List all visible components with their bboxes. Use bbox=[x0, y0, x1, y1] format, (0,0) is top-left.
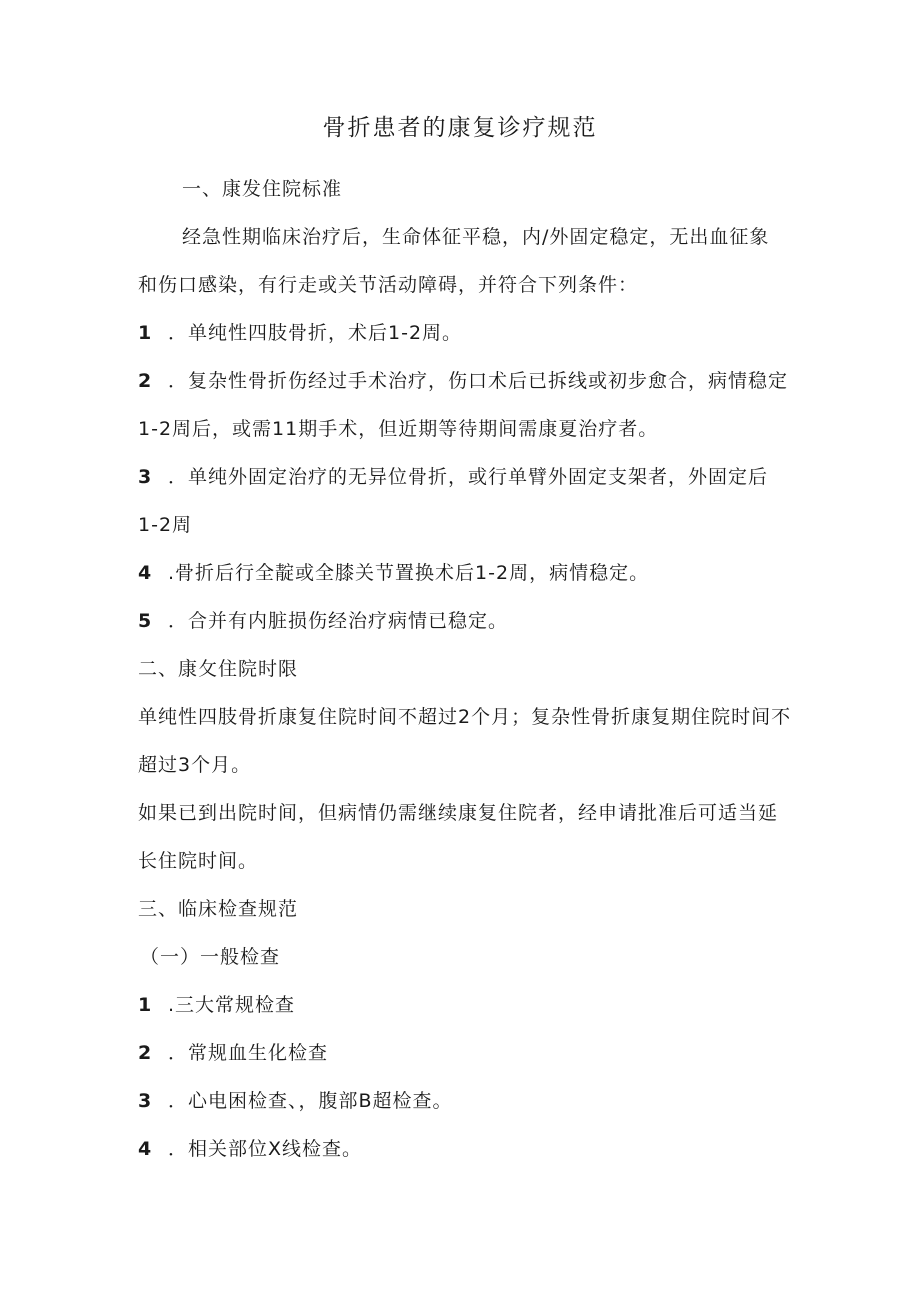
section-1-paragraph-line-2: 和伤口感染，有行走或关节活动障碍，并符合下列条件： bbox=[138, 274, 639, 296]
list-item-text: .骨折后行全靛或全膝关节置换术后1-2周，病情稳定。 bbox=[168, 562, 650, 584]
list-item-number: 2 bbox=[138, 1042, 153, 1064]
list-item-number: 2 bbox=[138, 370, 153, 392]
check-item-4 bbox=[138, 1137, 362, 1161]
list-item-text: ．常规血生化检查 bbox=[168, 1042, 329, 1064]
list-item-1 bbox=[138, 321, 462, 345]
list-item-3 bbox=[138, 465, 768, 489]
document-title: 骨折患者的康复诊疗规范 bbox=[322, 115, 598, 141]
list-item-number: 1 bbox=[138, 994, 153, 1016]
check-item-1 bbox=[138, 993, 295, 1017]
list-item-2 bbox=[138, 369, 788, 393]
section-1-paragraph-line-1: 经急性期临床治疗后，生命体征平稳，内/外固定稳定，无出血征象 bbox=[182, 226, 770, 248]
check-item-3 bbox=[138, 1089, 453, 1113]
list-item-text: ．心电困检查、，腹部B超检查。 bbox=[168, 1090, 453, 1112]
list-item-2-continuation: 1-2周后，或需11期手术，但近期等待期间需康夏治疗者。 bbox=[138, 418, 659, 440]
section-2-paragraph-2-line-1: 如果已到出院时间，但病情仍需继续康复住院者，经申请批准后可适当延 bbox=[138, 802, 779, 824]
section-2-paragraph-1-line-2: 超过3个月。 bbox=[138, 754, 252, 776]
list-item-number: 3 bbox=[138, 1090, 153, 1112]
list-item-text: ．相关部位X线检查。 bbox=[168, 1138, 363, 1160]
list-item-5 bbox=[138, 609, 508, 633]
list-item-number: 4 bbox=[138, 1138, 153, 1160]
list-item-text: ．复杂性骨折伤经过手术治疗，伤口术后已拆线或初步愈合，病情稳定 bbox=[168, 370, 789, 392]
section-3-heading: 三、临床检查规范 bbox=[138, 898, 299, 920]
section-2-heading: 二、康攵住院时限 bbox=[138, 658, 299, 680]
list-item-text: ．单纯外固定治疗的无异位骨折，或行单臂外固定支架者，外固定后 bbox=[168, 466, 769, 488]
list-item-number: 3 bbox=[138, 466, 153, 488]
list-item-4 bbox=[138, 561, 649, 585]
section-1-heading: 一、康发住院标准 bbox=[182, 178, 343, 200]
section-2-paragraph-1-line-1: 单纯性四肢骨折康复住院时间不超过2个月；复杂性骨折康复期住院时间不 bbox=[138, 706, 792, 728]
section-2-paragraph-2-line-2: 长住院时间。 bbox=[138, 850, 259, 872]
list-item-number: 4 bbox=[138, 562, 153, 584]
check-item-2 bbox=[138, 1041, 328, 1065]
list-item-number: 5 bbox=[138, 610, 153, 632]
list-item-text: ．合并有内脏损伤经治疗病情已稳定。 bbox=[168, 610, 509, 632]
list-item-text: ．单纯性四肢骨折，术后1-2周。 bbox=[168, 322, 463, 344]
list-item-text: .三大常规检查 bbox=[168, 994, 296, 1016]
section-3-sub-heading: （一）一般检查 bbox=[140, 946, 281, 968]
list-item-3-continuation: 1-2周 bbox=[138, 514, 193, 536]
list-item-number: 1 bbox=[138, 322, 153, 344]
